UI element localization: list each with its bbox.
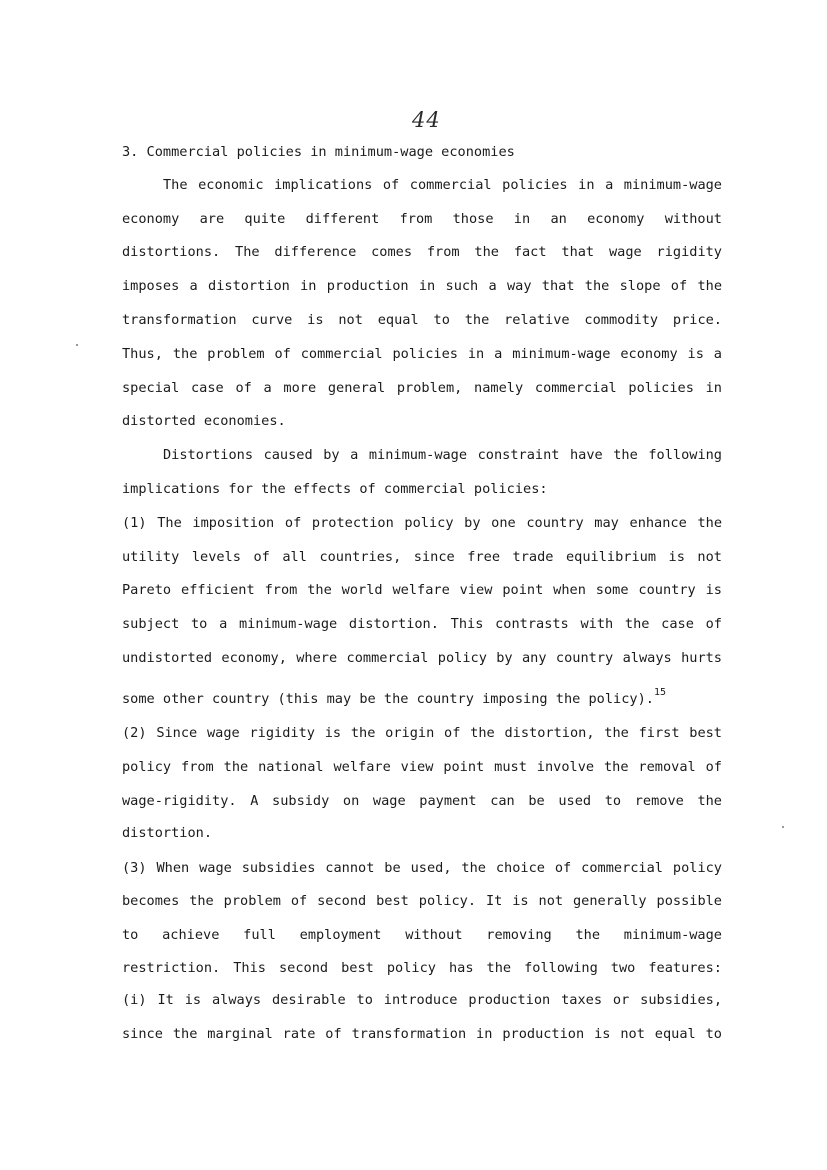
text-line: (3) When wage subsidies cannot be used, the choice of commercial policy <box>122 860 722 876</box>
text-line: transformation curve is not equal to the relative commodity price. <box>122 312 722 328</box>
text-line: imposes a distortion in production in such a way that the slope of the <box>122 278 722 294</box>
text-line: restriction. This second best policy has the following two features: <box>122 960 722 976</box>
text-line: economy are quite different from those in an economy without <box>122 211 722 227</box>
text-line: distorted economies. <box>122 413 286 429</box>
scan-speck <box>782 826 784 828</box>
text-line: undistorted economy, where commercial policy by any country always hurts <box>122 650 722 666</box>
text-line: to achieve full employment without removing the minimum-wage <box>122 927 722 943</box>
page-number: 44 <box>412 108 441 132</box>
text-line: distortions. The difference comes from the fact that wage rigidity <box>122 244 722 260</box>
text-line: distortion. <box>122 825 213 841</box>
scan-speck <box>76 344 78 346</box>
text-line: some other country (this may be the country imposing the policy). <box>122 691 654 707</box>
text-line: implications for the effects of commercial policies: <box>122 481 548 497</box>
text-line: policy from the national welfare view point must involve the removal of <box>122 759 722 775</box>
footnote-marker: 15 <box>653 687 667 698</box>
text-line: (i) It is always desirable to introduce production taxes or subsidies, <box>122 992 722 1008</box>
text-line: The economic implications of commercial policies in a minimum-wage <box>163 177 722 193</box>
text-line: (1) The imposition of protection policy by one country may enhance the <box>122 515 722 531</box>
text-line: (2) Since wage rigidity is the origin of the distortion, the first best <box>122 725 722 741</box>
text-line: utility levels of all countries, since free trade equilibrium is not <box>122 549 722 565</box>
text-line: wage-rigidity. A subsidy on wage payment can be used to remove the <box>122 793 722 809</box>
section-heading: 3. Commercial policies in minimum-wage economies <box>122 144 515 160</box>
text-line: Thus, the problem of commercial policies in a minimum-wage economy is a <box>122 346 722 362</box>
text-line: special case of a more general problem, namely commercial policies in <box>122 380 722 396</box>
text-line: Pareto efficient from the world welfare view point when some country is <box>122 582 722 598</box>
text-line-with-footnote <box>122 687 722 708</box>
text-line: becomes the problem of second best policy. It is not generally possible <box>122 893 722 909</box>
text-line: Distortions caused by a minimum-wage constraint have the following <box>163 447 722 463</box>
text-line: subject to a minimum-wage distortion. This contrasts with the case of <box>122 616 722 632</box>
text-line: since the marginal rate of transformation in production is not equal to <box>122 1026 722 1042</box>
